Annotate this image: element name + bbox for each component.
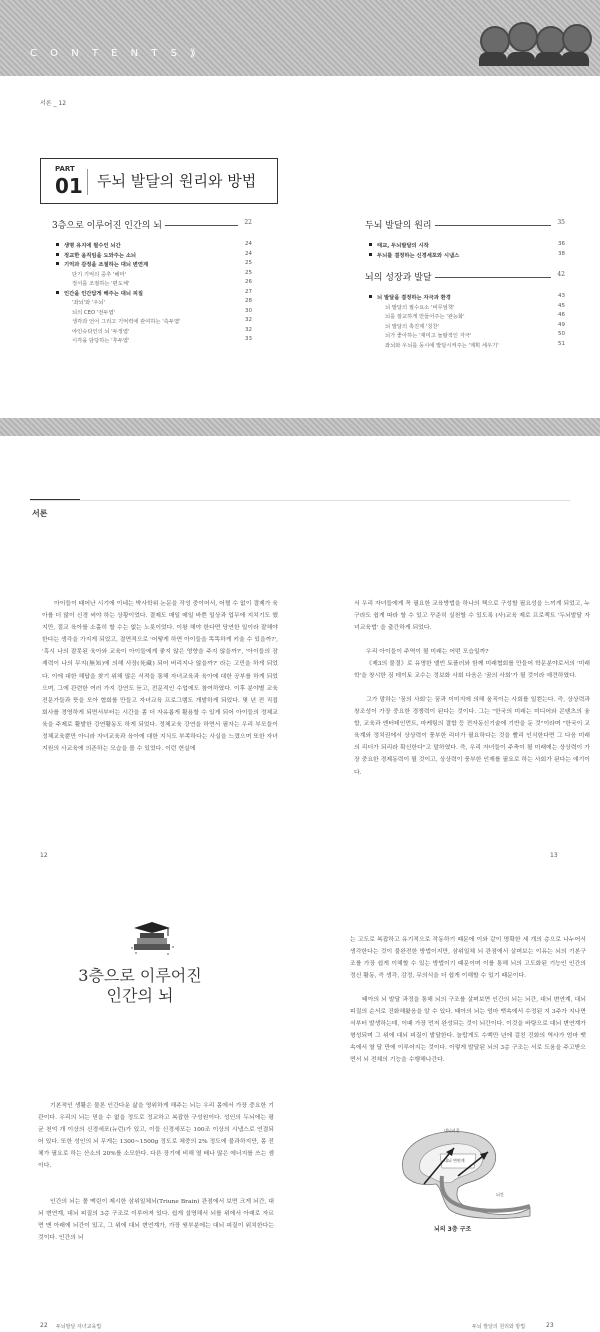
contents-label: C O N T E N T S ⟫ (30, 48, 201, 59)
toc-page-number: 51 (558, 340, 565, 347)
bullet-icon (369, 243, 372, 246)
toc-heading-text: 3층으로 이루어진 인간의 뇌 (52, 218, 165, 231)
toc-subentry[interactable] (52, 278, 252, 288)
toc-page-number: 24 (245, 250, 252, 257)
part-number: 01 (55, 174, 83, 198)
toc-entry-text: '좌뇌'와 '우뇌' (72, 300, 106, 306)
toc-section-heading[interactable] (365, 270, 565, 284)
figure-label-brainstem: 뇌간 (496, 1192, 504, 1197)
page-top-rule-accent (30, 499, 80, 500)
toc-entry-text: 뇌 발달을 결정하는 자극과 환경 (377, 295, 451, 301)
toc-page-number: 42 (557, 271, 565, 278)
page-number-22: 22 (40, 1322, 48, 1329)
toc-entry[interactable] (365, 250, 565, 260)
toc-entry-text: 기억과 감정을 조절하는 대뇌 변연계 (64, 262, 149, 268)
toc-entry-text: 뇌를 잘교하게 만들어주는 '관능화' (385, 314, 465, 320)
toc-entry-text: 태교, 두뇌발달의 시작 (377, 243, 429, 249)
toc-entry-text: 뇌의 CEO '전두엽' (72, 309, 116, 316)
toc-entry-text: 뇌 발달의 촉진제 '칭찬' (385, 323, 440, 330)
toc-page-number: 28 (245, 298, 252, 304)
page13-body-3: 《제3의 물결》로 유명한 앨빈 토플러와 함께 미래협회를 만들어 학문분야로서의 '미래학'을 창시한 짐 데이토 교수는 정보화 사회 다음은 '꿈의 사회'가 될 것이라 예견하였다. (354, 661, 590, 680)
toc-subentry[interactable] (52, 269, 252, 279)
page-number-13: 13 (550, 852, 558, 859)
toc-page-number: 49 (558, 321, 565, 328)
page13-body-1: 서 우리 자녀들에게 꼭 필요한 교육방법을 하나의 책으로 구성할 필요성을 느끼게 되었고, 누구라도 쉽게 따라 할 수 있고 꾸준히 실천할 수 있도록 (사)교육 제로 프로젝트 '두뇌발달 자녀교육법' 을 출간하게 되었다. (354, 601, 590, 632)
bullet-icon (56, 243, 59, 246)
toc-subentry[interactable] (52, 335, 252, 345)
figure-label-cortex: 대뇌피질 (444, 1128, 460, 1133)
bullet-icon (369, 253, 372, 256)
toc-section-heading[interactable] (52, 218, 252, 232)
brain-structure-figure (384, 1124, 534, 1220)
toc-page-number: 36 (558, 241, 565, 247)
page23-body-2: 태아의 뇌 발달 과정을 통해 뇌의 구조를 살펴보면 인간의 뇌는 뇌간, 대뇌 변연계, 대뇌 피질의 순서로 진화해왔음을 알 수 있다. 태아의 뇌는 엄마 뱃속에서 수정된 지 3주가 지나면서부터 발생하는데, 이때 가장 먼저 완성되는 것이 뇌간이다. 이것을 바탕으로 대뇌 변연계가 형성되며 그 위에 대뇌 피질이 발달한다. 놀랍게도 수백만 년에 걸친 진화의 역사가 엄마 뱃속에서 열 달 만에 이루어지는 것이다. 이렇게 발달된 뇌의 3층 구조는 서로 도움을 주고받으면서 뇌 전체의 기능을 수행해나간다. (350, 997, 586, 1064)
toc-entry-text: 뇌 발달의 필수요소 '비무엄책' (385, 304, 455, 311)
toc-entry-text: 두뇌를 결정하는 신경세포와 시냅스 (377, 252, 460, 259)
page22-body-2: 인간의 뇌는 폴 맥린이 제시한 삼위일체뇌(Triune Brain) 관점에서 보면 크게 뇌간, 대뇌 변연계, 대뇌 피질의 3층 구조로 이루어져 있다. 쉽게 설명해서 뇌를 위에서 아래로 자르면 맨 아래에 뇌간이 있고, 그 위에 대뇌 변연계가, 가장 윗부분에는 대뇌 피질이 위치한다는 것이다. 인간의 뇌 (38, 1199, 274, 1242)
toc-page-number: 26 (245, 279, 252, 285)
toc-subentry[interactable] (365, 302, 565, 312)
toc-entry-text: 단기 기억의 중추 '해마' (72, 271, 127, 278)
page-top-rule (30, 500, 570, 501)
part-title: 두뇌 발달의 원리와 방법 (97, 172, 257, 190)
toc-page-number: 38 (558, 250, 565, 257)
toc-subentry[interactable] (52, 326, 252, 336)
toc-page-number: 25 (245, 269, 252, 276)
toc-entry[interactable] (52, 240, 252, 250)
children-photo (478, 22, 590, 66)
toc-page-number: 32 (245, 317, 252, 323)
toc-page-number: 24 (245, 241, 252, 247)
toc-subentry[interactable] (365, 311, 565, 321)
page13-body-2: 우리 아이들이 주역이 될 미래는 어떤 모습일까? (366, 649, 489, 655)
toc-subentry[interactable] (365, 321, 565, 331)
toc-entry[interactable] (52, 250, 252, 260)
toc-page-number: 27 (245, 288, 252, 295)
toc-section-heading[interactable] (365, 218, 565, 232)
toc-page-number: 46 (558, 312, 565, 318)
page23-body-1: 는 고도로 복잡하고 유기적으로 작동하기 때문에 이와 같이 명확한 세 개의 층으로 나누어서 생각한다는 것이 불완전한 방법이지만, 삼위일체 뇌 관점에서 살펴보는 이유는 뇌의 기본구조를 가장 쉽게 이해할 수 있는 방법이기 때문이며 이를 통해 뇌의 고도화된 기능인 인간의 정신 활동, 즉 생각, 감정, 무의식을 더 쉽게 이해할 수 있기 때문이다. (350, 937, 586, 980)
toc-subentry[interactable] (52, 297, 252, 307)
bullet-icon (56, 253, 59, 256)
page-number-12: 12 (40, 852, 48, 859)
toc-entry-text: 정서를 조절하는 '편도체' (72, 281, 130, 287)
books-graduation-cap-icon (128, 920, 176, 960)
toc-page-number: 35 (557, 219, 565, 226)
toc-entry[interactable] (52, 259, 252, 269)
toc-entry[interactable] (365, 240, 565, 250)
toc-page-number: 45 (558, 302, 565, 309)
toc-page-number: 43 (558, 293, 565, 299)
part-title-footer: 두뇌 발달의 원리와 방법 (472, 1324, 526, 1330)
section-label: 서론 _ 12 (40, 100, 67, 107)
toc-subentry[interactable] (365, 340, 565, 350)
chapter-heading-line2: 인간의 뇌 (106, 986, 174, 1005)
toc-entry-text: 생각과 언어 그리고 기억력에 관여하는 '측두엽' (72, 319, 181, 325)
toc-entry-text: 생명 유지에 필수인 뇌간 (64, 243, 121, 249)
bullet-icon (369, 295, 372, 298)
book-title-footer: 두뇌발달 자녀교육법 (56, 1324, 102, 1330)
toc-left (52, 218, 252, 345)
page13-body-4: 그가 말하는 '꿈의 사회'는 꿈과 이미지에 의해 움직이는 사회를 일컫는다. 즉, 상상력과 창조성이 가장 중요한 경쟁력이 된다는 것이다. 그는 "한국의 미래는 미디어와 콘텐츠의 융합, 교육과 엔터테인먼트, 마케팅의 결합 등 전자동신기술에 기반을 둔 것"이라며 "한국이 교육계와 정치권에서 상상력이 풍부한 리더가 필요하다는 것을 빨리 인식한다면 그 다음 미래의 리더가 되리라 확신한다"고 말하였다. 즉, 우리 자녀들이 주축이 될 미래에는 상상력이 가장 중요한 경제동력이 될 것이고, 상상력이 풍부한 인재를 필요로 하는 사회가 된다는 얘기이다. (354, 697, 590, 776)
toc-page-number: 25 (245, 260, 252, 266)
toc-heading-text: 두뇌 발달의 원리 (365, 218, 435, 231)
toc-page-number: 30 (245, 307, 252, 314)
toc-entry[interactable] (365, 292, 565, 302)
toc-entry-text: 야인슈타인의 뇌 '두정엽' (72, 328, 130, 335)
chapter-heading-line1: 3층으로 이루어진 (78, 966, 202, 985)
toc-heading-text: 뇌의 성장과 발달 (365, 270, 435, 283)
toc-subentry[interactable] (52, 307, 252, 317)
toc-entry-text: 인간을 인간답게 해주는 대뇌 피질 (64, 290, 144, 297)
figure-caption: 뇌의 3층 구조 (434, 1226, 472, 1233)
part-divider (87, 169, 88, 195)
toc-entry[interactable] (52, 288, 252, 298)
toc-entry-text: 정교한 움직임을 도와주는 소뇌 (64, 252, 137, 259)
toc-subentry[interactable] (365, 330, 565, 340)
contents-footer-band (0, 418, 600, 436)
toc-right-1 (365, 218, 565, 259)
toc-subentry[interactable] (52, 316, 252, 326)
part-box (40, 158, 278, 204)
bullet-icon (56, 291, 59, 294)
toc-entry-text: 좌뇌와 우뇌를 동시에 발달시켜주는 '계획 세우기' (385, 342, 499, 349)
toc-entry-text: 시각을 담당하는 '후두엽' (72, 338, 130, 344)
page22-body-1: 기본적인 생활은 물론 인간다운 삶을 영위하게 해주는 뇌는 우리 몸에서 가장 중요한 기관이다. 우리의 뇌는 믿을 수 없을 정도로 정교하고 복잡한 구성원이다. 성인의 두뇌에는 평균 천억 개 이상의 신경세포(뉴런)가 있고, 이들 신경세포는 100조 이상의 시냅스로 연결되어 있다. 또한 성인의 뇌 무게는 1300~1500g 정도로 체중의 2% 정도에 불과하지만, 몸 전체가 필요로 하는 산소의 20%를 소모한다. 다른 장기에 비해 열 배나 많은 에너지를 쓰는 셈이다. (38, 1103, 274, 1170)
bullet-icon (56, 262, 59, 265)
page-number-23: 23 (546, 1322, 554, 1329)
chapter-heading (40, 966, 240, 1006)
page12-body: 아이들이 태어난 시기에 이네는 박사학위 논문을 작성 중이어서, 어쩔 수 없이 결제가 육아를 더 많이 신경 써야 하는 상황이었다. 결제도 매일 매일 바쁜 일상과 업무에 지치기도 했지만, 절교 육아를 소홀히 할 수는 없는 노릇이었다. 이왕 해야 한다면 당연한 일이라 잘해야 한다는 생각을 가지게 되었고, 결면적으로 '어떻게 하면 아이들을 똑똑하게 키울 수 있을까?', '혹시 나의 잘못된 육아와 교육이 아이들에게 좋지 않은 영향을 주지 않을까?', '아이들의 잠재력이 나의 무지(無知)에 의해 사장(死藏) 되어 버리지나 않을까?' 라는 고민을 하게 되었다. 이에 대한 해답을 찾기 위해 많은 서적을 통해 자녀교육과 육아에 대한 공부를 하게 되었으며, 그에 관련한 여러 가지 강연도 듣고, 전문적인 수업에도 참여하였다. 이후 분야별 교육전문가들과 뜻을 모아 협회를 만들고 자녀교육 프로그램도 개발하게 되었다. 몇 년 전 직접 회사를 경영하게 되면서부터는 시간을 좀 더 자유롭게 활용할 수 있게 되어 아이들의 정체교육을 주제로 활발한 강연활동도 하게 되었다. 정체교육 강연을 하면서 필자는 우리 부모들이 정체교육뿐만 아니라 자녀교육과 육아에 대한 지식도 부족하다는 사실을 느꼈으며 또한 자녀지원의 사교육에 의존하는 모습을 볼 수 있었다. 이런 현실에 (42, 601, 278, 753)
figure-label-limbic: 대뇌 변연계 (444, 1158, 465, 1163)
toc-entry-text: 뇌가 좋아하는 '재미고 놀랄적인 자극' (385, 333, 472, 339)
part-word: PART (55, 165, 75, 173)
toc-page-number: 22 (244, 219, 252, 226)
page-title: 서론 (32, 509, 48, 518)
toc-page-number: 33 (245, 336, 252, 342)
toc-right-2 (365, 270, 565, 349)
toc-page-number: 50 (558, 331, 565, 337)
toc-page-number: 32 (245, 326, 252, 333)
